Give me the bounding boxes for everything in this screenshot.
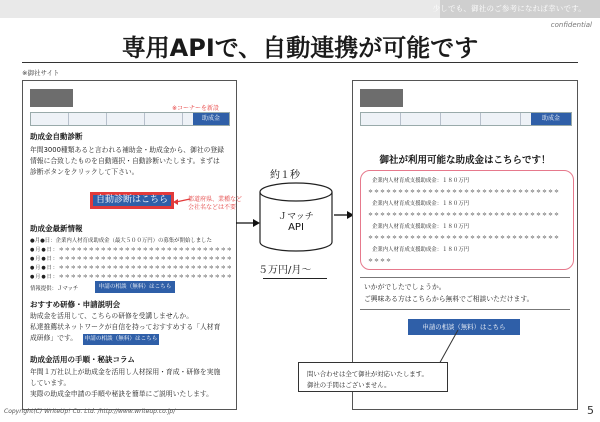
- nav-cell[interactable]: [441, 113, 481, 125]
- title-underline: [22, 62, 578, 63]
- confidential-label: confidential: [550, 21, 592, 29]
- sec-latest-info-heading: 助成金最新情報: [30, 224, 83, 233]
- top-bar: [0, 0, 600, 18]
- sec-auto-diagnosis-line: 診断ボタンをクリックして下さい。: [30, 168, 139, 176]
- nav-cell[interactable]: [31, 113, 69, 125]
- top-bar-text: 少しでも、御社のご参考になれば幸いです。: [432, 4, 586, 13]
- divider: [360, 277, 570, 278]
- consult-button[interactable]: 申請の相談（無料）はこちら: [83, 334, 159, 345]
- latency-label: 約１秒: [270, 170, 300, 181]
- arrow-to-api-icon: [236, 218, 260, 228]
- inquiry-line: 御社の手間はございません。: [307, 381, 391, 389]
- sec-column-line: しています。: [30, 379, 71, 387]
- cylinder-api: API: [288, 222, 304, 233]
- api-price: ５万円/月～: [258, 265, 312, 276]
- sec-column-line: 実際の助成金申請の手順や秘訣を簡単にご説明いたします。: [30, 390, 213, 398]
- right-consult-button[interactable]: 申請の相談（無料）はこちら: [408, 319, 520, 335]
- subsidy-item[interactable]: 企業内人材育成支援助成金：１８０万円: [372, 224, 470, 230]
- page-number: 5: [587, 404, 594, 417]
- subsidy-item[interactable]: 企業内人材育成支援助成金：１８０万円: [372, 201, 470, 207]
- latest-info-item[interactable]: ●月●日：＊＊＊＊＊＊＊＊＊＊＊＊＊＊＊＊＊＊＊＊＊＊＊＊＊＊＊＊＊: [30, 265, 233, 271]
- inquiry-line: 問い合わせは全て御社が対応いたします。: [307, 370, 428, 378]
- sec-training-line: 私達推薦状ネットワークが自信を持っておすすめする「人材育: [30, 323, 221, 331]
- latest-info-item[interactable]: ●月●日：＊＊＊＊＊＊＊＊＊＊＊＊＊＊＊＊＊＊＊＊＊＊＊＊＊＊＊＊＊: [30, 256, 233, 262]
- result-question: いかがでしたでしょうか。: [364, 283, 446, 291]
- auto-diagnosis-button[interactable]: 自動診断はこちら: [90, 192, 174, 209]
- site-logo: [30, 89, 73, 107]
- nav-cell[interactable]: [145, 113, 183, 125]
- price-underline: [263, 278, 327, 279]
- subsidy-dots: ＊＊＊＊＊＊＊＊＊＊＊＊＊＊＊＊＊＊＊＊＊＊＊＊＊＊＊＊＊＊＊＊: [368, 189, 561, 195]
- sec-training-line: 成研修」です。: [30, 334, 78, 342]
- sec-column-line: 年間１万社以上が助成金を活用し人材採用・育成・研修を実施: [30, 368, 221, 376]
- subsidy-item[interactable]: 企業内人材育成支援助成金：１８０万円: [372, 178, 470, 184]
- right-nav-bar: [360, 112, 572, 126]
- sec-training-line: 助成金を活用して、こちらの研修を受講しませんか。: [30, 312, 193, 320]
- cylinder-name: Ｊマッチ: [278, 212, 314, 222]
- left-nav-bar: [30, 112, 230, 126]
- inquiry-callout: [298, 362, 448, 392]
- sec-auto-diagnosis-line: 年間3000種類あると言われる補助金・助成金から、御社の登録: [30, 146, 225, 154]
- site-note: ※御社サイト: [22, 69, 60, 77]
- site-logo: [360, 89, 403, 107]
- diagnosis-callout-line: 都道府県、業種など: [188, 196, 243, 203]
- nav-cell[interactable]: [107, 113, 145, 125]
- free-consult-text: ご興味ある方はこちらから無料でご相談いただけます。: [364, 295, 534, 303]
- latest-info-item[interactable]: ●月●日：＊＊＊＊＊＊＊＊＊＊＊＊＊＊＊＊＊＊＊＊＊＊＊＊＊＊＊＊＊: [30, 274, 233, 280]
- nav-cell[interactable]: [69, 113, 107, 125]
- subsidy-result-box: [360, 170, 574, 270]
- latest-info-item[interactable]: ●月●日：企業内人材育成助成金（最大５００万円）の募集が開始しました: [30, 238, 212, 244]
- nav-cell[interactable]: [481, 113, 521, 125]
- nav-cell[interactable]: [361, 113, 401, 125]
- sec-auto-diagnosis-heading: 助成金自動診断: [30, 132, 83, 141]
- latest-info-item[interactable]: ●月●日：＊＊＊＊＊＊＊＊＊＊＊＊＊＊＊＊＊＊＊＊＊＊＊＊＊＊＊＊＊: [30, 247, 233, 253]
- diagnosis-callout-line: 会社名などは不要: [188, 204, 237, 211]
- info-source: 情報提供：Ｊマッチ: [30, 286, 79, 292]
- subsidy-dots: ＊＊＊＊: [368, 258, 393, 264]
- consult-button[interactable]: 申請の相談（無料）はこちら: [95, 281, 175, 293]
- nav-subsidy-tab[interactable]: 助成金: [193, 113, 229, 125]
- diagnosis-callout: [188, 196, 242, 212]
- subsidy-item[interactable]: 企業内人材育成支援助成金：１８０万円: [372, 247, 470, 253]
- copyright: Copyright(C) WriteUp! Co. Ltd. /http://www.writeup.co.jp/: [4, 408, 176, 415]
- sec-auto-diagnosis-line: 情報に合致したものを自動選択・自動診断いたします。まずは: [30, 157, 220, 165]
- nav-cell[interactable]: [401, 113, 441, 125]
- arrow-to-result-icon: [334, 210, 354, 220]
- slide-title: 専用APIで、自動連携が可能です: [121, 34, 479, 62]
- corner-note: ※コーナーを新設: [172, 105, 220, 112]
- subsidy-dots: ＊＊＊＊＊＊＊＊＊＊＊＊＊＊＊＊＊＊＊＊＊＊＊＊＊＊＊＊＊＊＊＊: [368, 212, 561, 218]
- nav-subsidy-tab[interactable]: 助成金: [531, 113, 571, 125]
- callout-arrow-icon: [172, 195, 192, 207]
- available-subsidies-heading: 御社が利用可能な助成金はこちらです！: [379, 155, 551, 166]
- divider: [360, 309, 570, 310]
- subsidy-dots: ＊＊＊＊＊＊＊＊＊＊＊＊＊＊＊＊＊＊＊＊＊＊＊＊＊＊＊＊＊＊＊＊: [368, 235, 561, 241]
- sec-column-heading: 助成金活用の手順・秘訣コラム: [30, 355, 135, 364]
- sec-training-heading: おすすめ研修・申請説明会: [30, 300, 121, 309]
